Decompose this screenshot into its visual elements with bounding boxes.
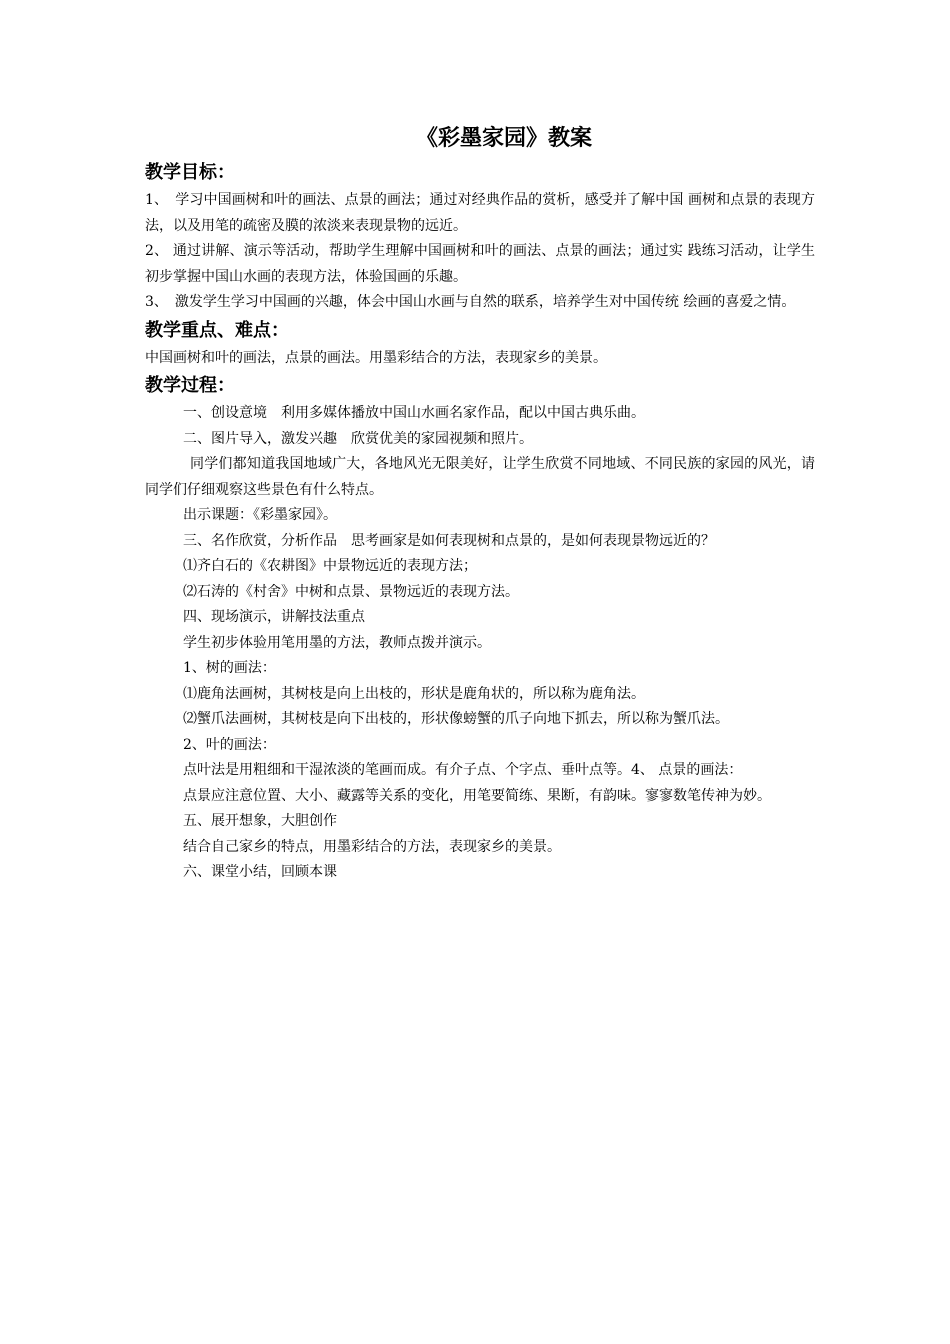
scenery-method-text: 点景应注意位置、大小、藏露等关系的变化，用笔要简练、果断，有韵味。寥寥数笔传神为妙。 <box>183 787 771 804</box>
process-step-6: 六、课堂小结，回顾本课 <box>183 864 337 880</box>
process-step-1: 一、创设意境 利用多媒体播放中国山水画名家作品，配以中国古典乐曲。 <box>183 405 645 421</box>
tree-method-crab: ⑵蟹爪法画树，其树枝是向下出枝的，形状像螃蟹的爪子向地下抓去，所以称为蟹爪法。 <box>183 711 729 727</box>
objective-item-1: 1、 学习中国画树和叶的画法、点景的画法；通过对经典作品的赏析，感受并了解中国 画树和点景的表现方法，以及用笔的疏密及膜的浓淡来表现景物的远近。 <box>145 192 815 234</box>
key-points-heading: 教学重点、难点： <box>145 319 289 341</box>
tree-method-heading: 1、树的画法： <box>183 660 276 676</box>
process-demo-text: 学生初步体验用笔用墨的方法，教师点拨并演示。 <box>183 634 491 651</box>
creation-text: 结合自己家乡的特点，用墨彩结合的方法，表现家乡的美景。 <box>183 838 561 855</box>
process-step-2: 二、图片导入，激发兴趣 欣赏优美的家园视频和照片。 <box>183 430 533 447</box>
document-title: 《彩墨家园》教案 <box>415 125 592 151</box>
process-step-5: 五、展开想象，大胆创作 <box>183 813 337 829</box>
objective-item-2: 2、 通过讲解、演示等活动，帮助学生理解中国画树和叶的画法、点景的画法；通过实 践练习活动，让学生初步掌握中国山水画的表现方法，体验国画的乐趣。 <box>145 243 815 285</box>
document-page <box>145 118 815 886</box>
process-topic: 出示课题：《彩墨家园》。 <box>183 507 337 523</box>
process-step-3: 三、名作欣赏，分析作品 思考画家是如何表现树和点景的，是如何表现景物远近的？ <box>183 532 715 549</box>
key-points-text: 中国画树和叶的画法，点景的画法。用墨彩结合的方法，表现家乡的美景。 <box>145 349 607 366</box>
leaf-method-heading: 2、叶的画法： <box>183 736 276 753</box>
tree-method-antler: ⑴鹿角法画树，其树枝是向上出枝的，形状是鹿角状的，所以称为鹿角法。 <box>183 685 645 702</box>
process-sub-1: ⑴齐白石的《农耕图》中景物远近的表现方法； <box>183 558 477 574</box>
objectives-heading: 教学目标： <box>145 162 235 183</box>
process-heading: 教学过程： <box>145 375 235 396</box>
process-paragraph: 同学们都知道我国地域广大，各地风光无限美好，让学生欣赏不同地域、不同民族的家园的风光，请同学们仔细观察这些景色有什么特点。 <box>145 456 815 498</box>
objective-item-3: 3、 激发学生学习中国画的兴趣，体会中国山水画与自然的联系，培养学生对中国传统 绘画的喜爱之情。 <box>145 294 796 310</box>
process-step-4: 四、现场演示，讲解技法重点 <box>183 609 365 625</box>
process-sub-2: ⑵石涛的《村舍》中树和点景、景物远近的表现方法。 <box>183 583 519 600</box>
leaf-method-text: 点叶法是用粗细和干湿浓淡的笔画而成。有介子点、个字点、垂叶点等。4、 点景的画法： <box>183 762 743 778</box>
